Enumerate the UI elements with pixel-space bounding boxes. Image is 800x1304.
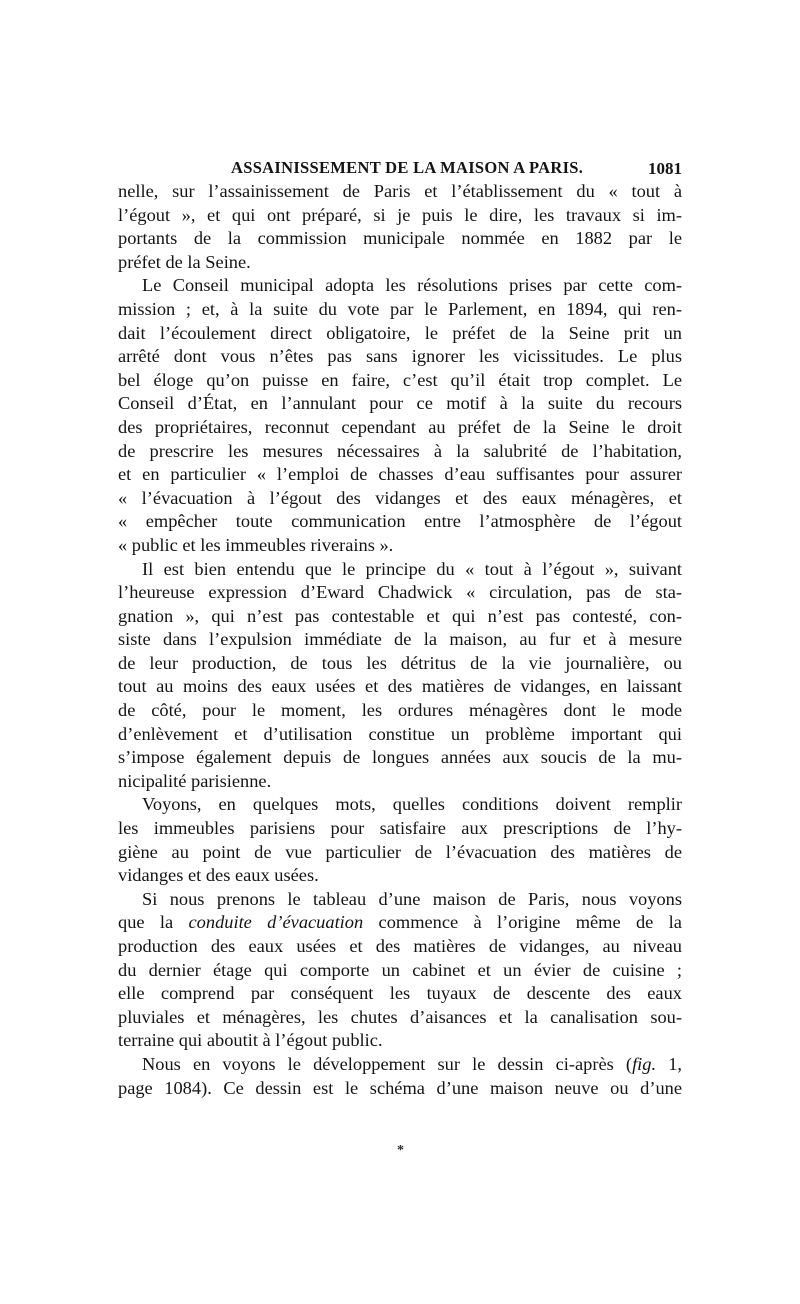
text-line: vidanges et des eaux usées. <box>118 865 319 886</box>
text-line: page 1084). Ce dessin est le schéma d’une maison neuve ou d’une <box>118 1077 682 1098</box>
text-line: de leur production, de tous les détritus de la vie journalière, ou <box>118 652 682 673</box>
text-line: l’égout », et qui ont préparé, si je puis le dire, les travaux si im- <box>118 204 682 225</box>
text-line: nicipalité parisienne. <box>118 770 272 791</box>
text-line: giène au point de vue particulier de l’évacuation des matières de <box>118 841 682 862</box>
text-line: terraine qui aboutit à l’égout public. <box>118 1030 383 1051</box>
text-line: s’impose également depuis de longues années aux soucis de la mu- <box>118 747 682 768</box>
signature-mark: * <box>397 1143 404 1158</box>
text-line: production des eaux usées et des matières de vidanges, au niveau <box>118 936 682 956</box>
text-line: et en particulier « l’emploi de chasses d’eau suffisantes pour assurer <box>118 464 682 485</box>
inline-text: commence à l’origine même de la <box>378 912 682 933</box>
text-line: bel éloge qu’on puisse en faire, c’est qu’il était trop complet. Le <box>118 369 682 390</box>
text-line: arrêté dont vous n’êtes pas sans ignorer les vicissitudes. Le plus <box>118 346 682 367</box>
text-line: de prescrire les mesures nécessaires à la salubrité de l’habitation, <box>118 440 682 461</box>
text-line: siste dans l’expulsion immédiate de la maison, au fur et à mesure <box>118 629 682 650</box>
inline-text: que la <box>118 912 174 933</box>
running-title: ASSAINISSEMENT DE LA MAISON A PARIS. <box>231 158 584 177</box>
text-line: d’enlèvement et d’utilisation constitue un problème important qui <box>118 723 682 744</box>
text-line: gnation », qui n’est pas contestable et qui n’est pas contesté, con- <box>118 605 682 626</box>
text-line: « l’évacuation à l’égout des vidanges et des eaux ménagères, et <box>118 487 682 508</box>
text-line: Le Conseil municipal adopta les résolutions prises par cette com- <box>142 275 682 296</box>
text-line: les immeubles parisiens pour satisfaire aux prescriptions de l’hy- <box>118 818 682 839</box>
text-line: Voyons, en quelques mots, quelles conditions doivent remplir <box>142 794 682 815</box>
inline-text: 1, <box>668 1053 682 1074</box>
text-line: « empêcher toute communication entre l’atmosphère de l’égout <box>118 511 682 532</box>
text-line: dait l’écoulement direct obligatoire, le préfet de la Seine prit un <box>118 322 682 343</box>
text-line: mission ; et, à la suite du vote par le Parlement, en 1894, qui ren- <box>118 298 682 319</box>
text-line-with-italic <box>118 1053 682 1077</box>
text-line: nelle, sur l’assainissement de Paris et l’établissement du « tout à <box>118 181 682 201</box>
text-line: pluviales et ménagères, les chutes d’aisances et la canalisation sou- <box>118 1006 682 1027</box>
text-line: tout au moins des eaux usées et des matières de vidanges, en laissant <box>118 676 682 697</box>
italic-fig-ref: fig. <box>632 1053 657 1074</box>
text-line: Il est bien entendu que le principe du « tout à l’égout », suivant <box>142 558 682 579</box>
text-line: l’heureuse expression d’Eward Chadwick « circulation, pas de sta- <box>118 582 682 603</box>
text-line: préfet de la Seine. <box>118 251 251 272</box>
text-line: des propriétaires, reconnut cependant au préfet de la Seine le droit <box>118 416 682 437</box>
inline-text: Nous en voyons le développement sur le dessin ci-après ( <box>142 1053 633 1074</box>
text-line: du dernier étage qui comporte un cabinet et un évier de cuisine ; <box>118 959 682 980</box>
body-text <box>118 180 682 1100</box>
italic-term: conduite d’évacuation <box>188 912 364 933</box>
text-line: Si nous prenons le tableau d’une maison de Paris, nous voyons <box>142 888 682 909</box>
text-line: portants de la commission municipale nommée en 1882 par le <box>118 228 682 249</box>
text-line: de côté, pour le moment, les ordures ménagères dont le mode <box>118 700 682 721</box>
text-line: elle comprend par conséquent les tuyaux de descente des eaux <box>118 983 682 1004</box>
text-line: « public et les immeubles riverains ». <box>118 534 394 555</box>
page-number: 1081 <box>648 159 682 178</box>
text-line-with-italic <box>118 911 682 935</box>
text-line: Conseil d’État, en l’annulant pour ce motif à la suite du recours <box>118 393 682 414</box>
